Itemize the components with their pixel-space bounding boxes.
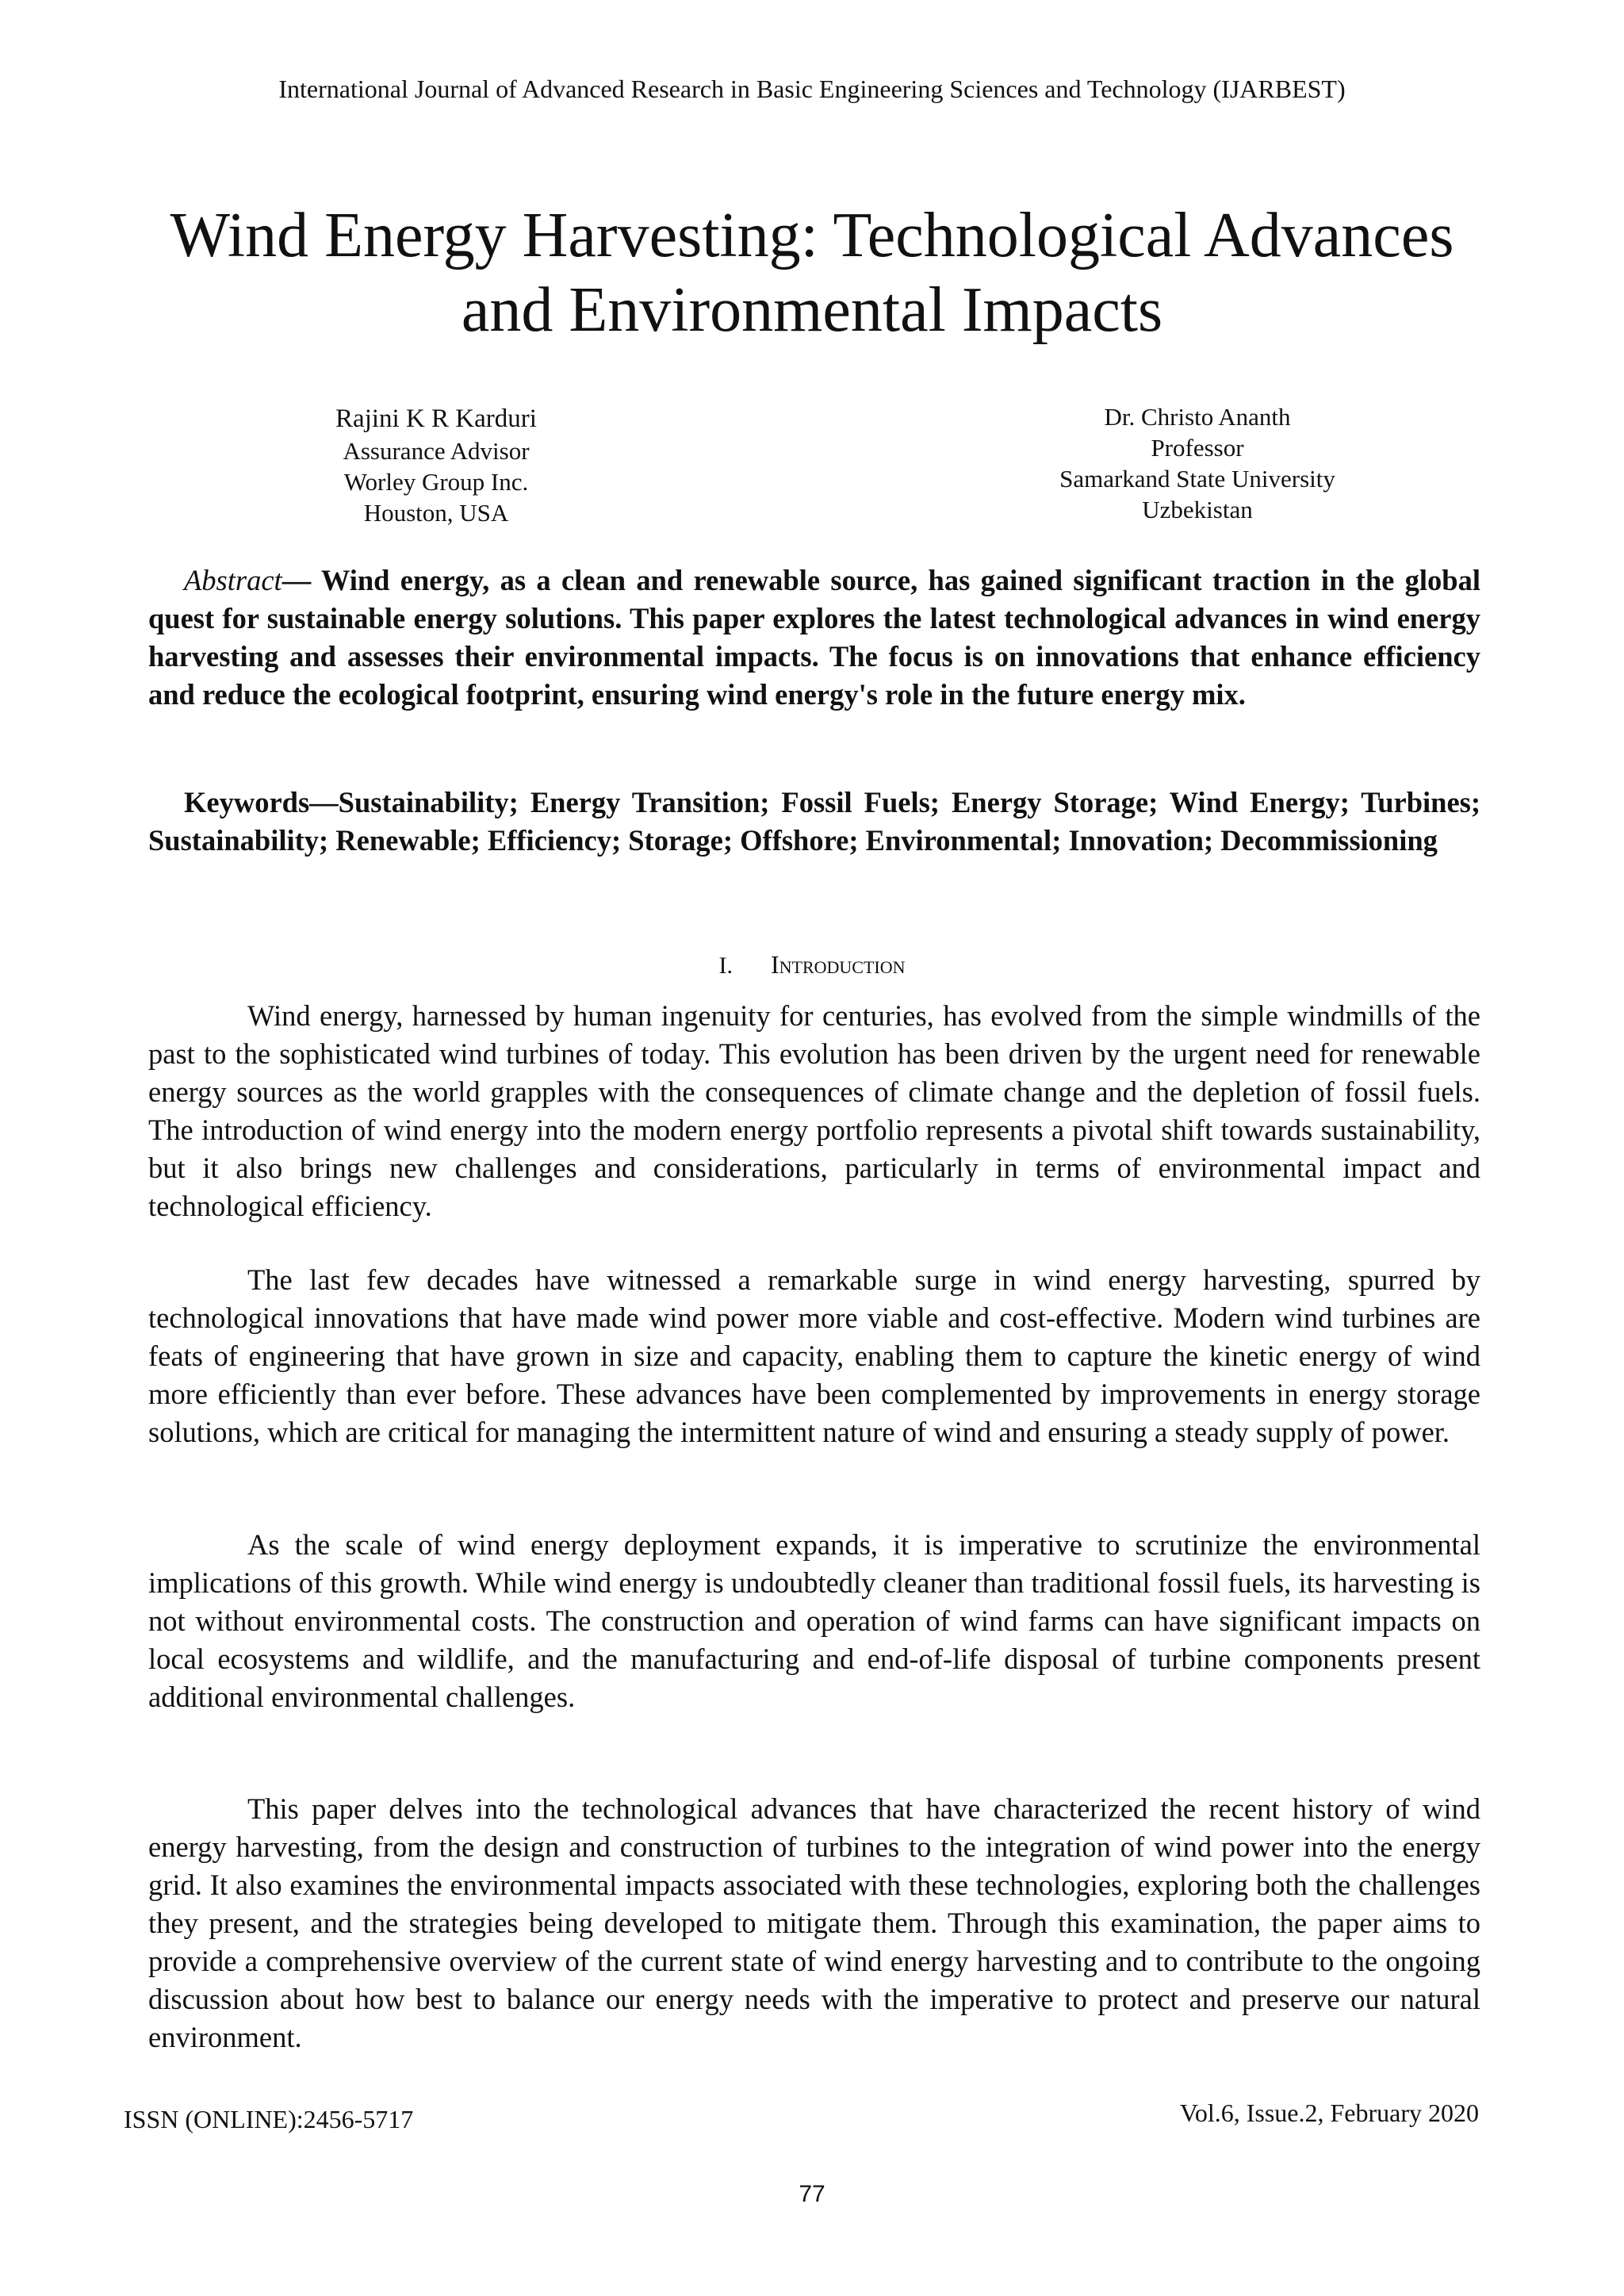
section-heading (0, 949, 1624, 982)
abstract-lead: Abstract (184, 564, 282, 596)
author-location: Houston, USA (363, 499, 509, 527)
author-position: Professor (1151, 434, 1244, 462)
author-name: Rajini K R Karduri (335, 404, 537, 433)
author-organization: Worley Group Inc. (343, 468, 529, 496)
intro-paragraph-2: The last few decades have witnessed a remarkable surge in wind energy harvesting, spurred by technological innovations that have made wind power more viable and cost-effective. Modern wind turbines are feats of engineering that have grown in size and capacity, enabling them to capture the kinetic energy of wind more efficiently than ever before. These advances have been complemented by improvements in energy storage solutions, which are critical for managing the intermittent nature of wind and ensuring a steady supply of power. (148, 1263, 1480, 1448)
intro-paragraph-1: Wind energy, harnessed by human ingenuity for centuries, has evolved from the simple windmills of the past to the sophisticated wind turbines of today. This evolution has been driven by the urgent need for renewable energy sources as the world grapples with the consequences of climate change and the depletion of fossil fuels. The introduction of wind energy into the modern energy portfolio represents a pivotal shift towards sustainability, but it also brings new challenges and considerations, particularly in terms of environmental impact and technological efficiency. (148, 999, 1480, 1222)
footer-issn: ISSN (ONLINE):2456-5717 (124, 2105, 414, 2133)
intro-paragraph-4: This paper delves into the technological advances that have characterized the recent history of wind energy harvesting, from the design and construction of turbines to the integration of wind power into the energy grid. It also examines the environmental impacts associated with these technologies, exploring both the challenges they present, and the strategies being developed to mitigate them. Through this examination, the paper aims to provide a comprehensive overview of the current state of wind energy harvesting and to contribute to the ongoing discussion about how best to balance our energy needs with the imperative to protect and preserve our natural environment. (148, 1792, 1480, 2053)
intro-paragraph-3: As the scale of wind energy deployment expands, it is imperative to scrutinize the environmental implications of this growth. While wind energy is undoubtedly cleaner than traditional fossil fuels, its harvesting is not without environmental costs. The construction and operation of wind farms can have significant impacts on local ecosystems and wildlife, and the manufacturing and end-of-life disposal of turbine components present additional environmental challenges. (148, 1528, 1480, 1713)
section-number: I. (718, 953, 733, 979)
page-number: 77 (799, 2181, 825, 2207)
paper-title: Wind Energy Harvesting: Technological Advances and Environmental Impacts (170, 201, 1454, 345)
journal-header: International Journal of Advanced Research in Basic Engineering Sciences and Technology (IJARBEST) (278, 75, 1346, 103)
author-name: Dr. Christo Ananth (1104, 403, 1291, 431)
author-block-1 (278, 403, 595, 528)
keywords: Keywords—Sustainability; Energy Transition; Fossil Fuels; Energy Storage; Wind Energy; Turbines; Sustainability; Renewable; Efficiency; Storage; Offshore; Environmental; Innovation; Decommissioning (148, 786, 1480, 857)
author-block-2 (999, 401, 1396, 525)
section-title: Introduction (770, 950, 906, 979)
abstract (148, 562, 1480, 714)
footer-volume: Vol.6, Issue.2, February 2020 (1179, 2099, 1479, 2127)
author-position: Assurance Advisor (343, 437, 530, 465)
abstract-text: — Wind energy, as a clean and renewable source, has gained significant traction in the global quest for sustainable energy solutions. This paper explores the latest technological advances in wind energy harvesting and assesses their environmental impacts. The focus is on innovations that enhance efficiency and reduce the ecological footprint, ensuring wind energy's role in the future energy mix. (148, 564, 1480, 711)
author-location: Uzbekistan (1142, 496, 1253, 523)
author-organization: Samarkand State University (1059, 465, 1335, 493)
